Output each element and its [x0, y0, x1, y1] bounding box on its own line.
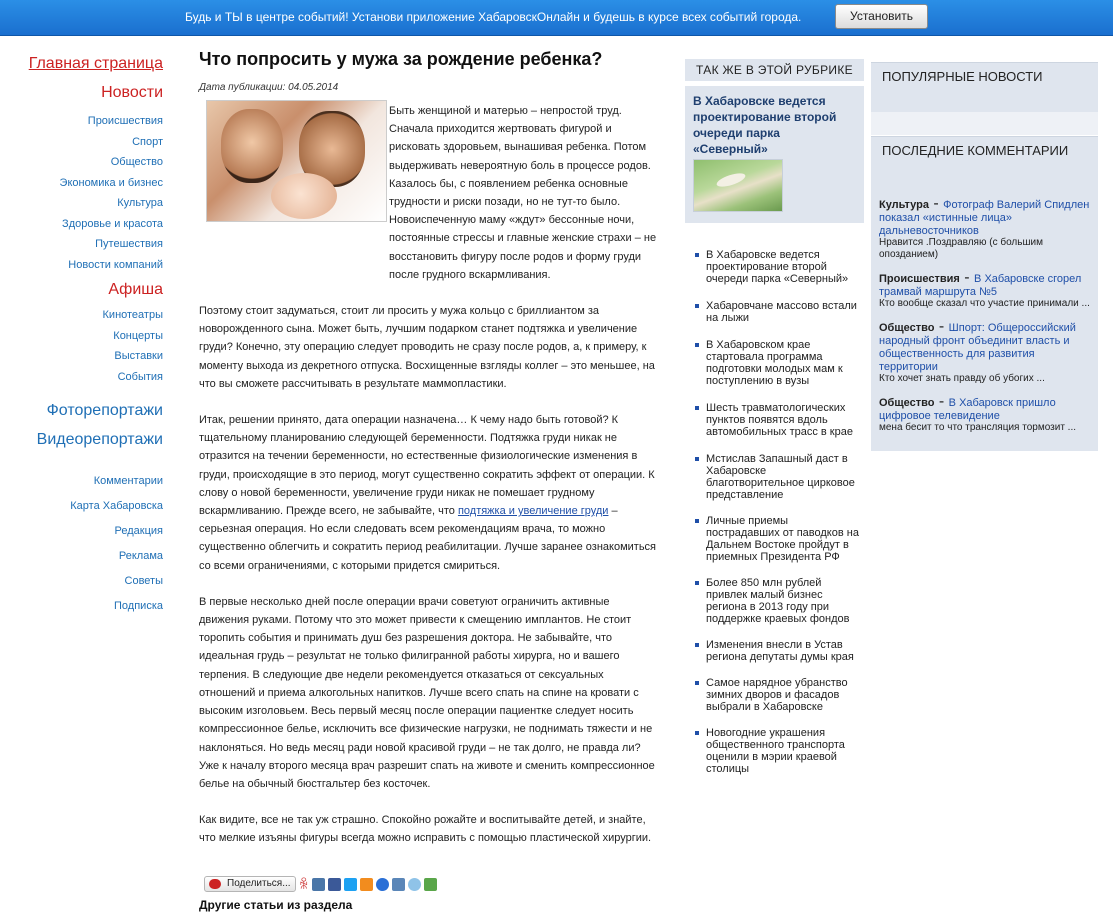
- nav-news-companies[interactable]: Новости компаний: [68, 258, 163, 271]
- comment-item: Общество - В Хабаровск пришло цифровое телевидение мена бесит то что трансляция тормозит ...: [879, 396, 1090, 434]
- list-item[interactable]: Личные приемы пострадавших от паводков на Дальнем Востоке пройдут в приемных Президента РФ: [695, 515, 860, 563]
- article-paragraph-2: Поэтому стоит задуматься, стоит ли просить у мужа кольцо с бриллиантом за новорожденного сына. Может быть, лучшим подарком станет подтяжка и увеличение груди? Конечно, эту операцию следует проводить не сразу после родов, а, к примеру, к моменту выхода из декретного отпуска. Восхищенные взгляды коллег – это меньшее, на что вы сможете рассчитывать в результате маммопластики.: [199, 305, 655, 390]
- rubric-heading: ТАК ЖЕ В ЭТОЙ РУБРИКЕ: [685, 59, 864, 81]
- nav-tips[interactable]: Советы: [124, 575, 163, 587]
- nav-afisha-exhibitions[interactable]: Выставки: [114, 350, 163, 362]
- comment-category[interactable]: Происшествия: [879, 273, 960, 285]
- nav-news-economy[interactable]: Экономика и бизнес: [59, 176, 163, 189]
- article-paragraph-1: Быть женщиной и матерью – непростой труд. Сначала приходится жертвовать фигурой и рисковать здоровьем, вынашивая ребенка. Потом выдерживать невероятную боль в процессе родов. Казалось бы, с появлением ребенка основные трудности и риски позади, но не тут-то было. Новоиспеченную маму «ждут» бессонные ночи, постоянные стрессы и главные женские страхи – не восстановить фигуру после родов и форму груди после грудного вскармливания.: [389, 105, 657, 281]
- comment-category[interactable]: Общество: [879, 322, 935, 334]
- list-item[interactable]: В Хабаровске ведется проектирование второй очереди парка «Северный»: [695, 249, 860, 285]
- comment-item: Общество - Шпорт: Общероссийский народный фронт объединит власть и общественность для развития территории Кто хочет знать правду об убогих ...: [879, 321, 1090, 385]
- nav-afisha-cinema[interactable]: Кинотеатры: [102, 309, 163, 321]
- article: [199, 48, 661, 912]
- nav-news-health[interactable]: Здоровье и красота: [62, 217, 163, 230]
- nav-video-reports[interactable]: Видеорепортажи: [36, 431, 163, 448]
- install-button[interactable]: Установить: [835, 4, 928, 29]
- rubric-news-list: [695, 249, 860, 775]
- photo-baby: [271, 173, 337, 219]
- list-item[interactable]: Самое нарядное убранство зимних дворов и фасадов выбрали в Хабаровске: [695, 677, 860, 713]
- app-install-banner: [0, 0, 1113, 36]
- odnoklassniki-icon[interactable]: [360, 878, 373, 891]
- list-item[interactable]: Новогодние украшения общественного транспорта оценили в мэрии краевой столицы: [695, 727, 860, 775]
- right-sidebar: [871, 62, 1098, 451]
- livejournal-icon[interactable]: [392, 878, 405, 891]
- nav-news-travel[interactable]: Путешествия: [95, 238, 163, 250]
- nav-afisha-concerts[interactable]: Концерты: [113, 329, 163, 342]
- article-paragraph-5: Как видите, все не так уж страшно. Спокойно рожайте и воспитывайте детей, и знайте, что мелкие изъяны фигуры всегда можно исправить с помощью пластической хирургии.: [199, 814, 652, 845]
- comment-text: мена бесит то что трансляция тормозит ...: [879, 422, 1077, 433]
- article-paragraph-4: В первые несколько дней после операции врачи советуют ограничить активные движения руками. Потому что это может привести к смещению имплантов. Не стоит торопить события и принимать душ без разрешения доктора. Не забывайте, что идеальная грудь – результат не только филигранной работы хирурга, но и вашего терпения. В следующие две недели рекомендуется отказаться от сексуальных отношений и приема алкогольных напитков. Лучше всего спать на спине на кровати с высоким изголовьем. Весь первый месяц после операции пациентке следует носить компрессионное белье, исключить все физические нагрузки, не поднимать тяжести и не наклоняться. Но ведь месяц ради новой красивой груди – не так долго, не правда ли? Уже к началу второго месяца врач разрешит спать на животе и сменить компрессионное белье на обычный бюстгальтер без косточек.: [199, 595, 655, 790]
- twitter-icon[interactable]: [344, 878, 357, 891]
- liveinternet-icon[interactable]: [408, 878, 421, 891]
- nav-comments[interactable]: Комментарии: [93, 475, 163, 487]
- popular-news-heading: ПОПУЛЯРНЫЕ НОВОСТИ: [871, 62, 1098, 112]
- comment-item: Происшествия - В Хабаровске сгорел трамвай маршрута №5 Кто вообще сказал что участие принимали ...: [879, 269, 1090, 309]
- person-icon[interactable]: ꆜ: [298, 876, 309, 892]
- nav-news-society[interactable]: Общество: [110, 156, 163, 168]
- facebook-icon[interactable]: [328, 878, 341, 891]
- rubric-feature[interactable]: [685, 86, 864, 223]
- latest-comments-list: [871, 188, 1098, 451]
- nav-news-incidents[interactable]: Происшествия: [87, 115, 163, 127]
- nav-advertising[interactable]: Реклама: [118, 550, 163, 562]
- yandex-share-icon: [209, 879, 221, 889]
- nav-news-sport[interactable]: Спорт: [132, 135, 163, 148]
- share-button[interactable]: Поделиться...: [204, 876, 296, 892]
- google-plus-icon[interactable]: [424, 878, 437, 891]
- nav-editorial[interactable]: Редакция: [114, 525, 163, 537]
- rubric-feature-title[interactable]: В Хабаровске ведется проектирование второй очереди парка «Северный»: [693, 94, 837, 156]
- comment-text: Кто хочет знать правду об убогих ...: [879, 373, 1045, 384]
- list-item[interactable]: Шесть травматологических пунктов появятся вдоль автомобильных трасс в крае: [695, 402, 860, 438]
- list-item[interactable]: Мстислав Запашный даст в Хабаровске благотворительное цирковое представление: [695, 453, 860, 501]
- left-navigation: [0, 52, 163, 619]
- vk-icon[interactable]: [312, 878, 325, 891]
- comment-category[interactable]: Общество: [879, 397, 935, 409]
- rubric-feature-thumbnail[interactable]: [693, 159, 783, 212]
- comment-article-link[interactable]: В Хабаровск пришло цифровое телевидение: [879, 397, 1056, 422]
- article-title: Что попросить у мужа за рождение ребенка?: [199, 49, 603, 69]
- comment-text: Нравится .Поздравляю (с большим опозданием): [879, 237, 1043, 260]
- nav-main-page[interactable]: Главная страница: [28, 55, 163, 72]
- comment-article-link[interactable]: В Хабаровске сгорел трамвай маршрута №5: [879, 273, 1082, 298]
- nav-subscription[interactable]: Подписка: [114, 600, 163, 612]
- banner-text: Будь и ТЫ в центре событий! Установи приложение ХабаровскОнлайн и будешь в курсе всех событий города.: [185, 10, 802, 24]
- nav-afisha[interactable]: Афиша: [108, 281, 163, 298]
- list-item[interactable]: Хабаровчане массово встали на лыжи: [695, 300, 860, 324]
- list-item[interactable]: Более 850 млн рублей привлек малый бизнес региона в 2013 году при поддержке краевых фондов: [695, 577, 860, 625]
- nav-photo-reports[interactable]: Фоторепортажи: [46, 402, 163, 419]
- publication-date: Дата публикации: 04.05.2014: [199, 82, 339, 93]
- latest-comments-heading: ПОСЛЕДНИЕ КОММЕНТАРИИ: [871, 136, 1098, 188]
- surgery-link[interactable]: подтяжка и увеличение груди: [457, 505, 609, 518]
- comment-article-link[interactable]: Шпорт: Общероссийский народный фронт объединит власть и общественность для развития территории: [879, 322, 1076, 373]
- mail-icon[interactable]: [376, 878, 389, 891]
- comment-article-link[interactable]: Фотограф Валерий Спидлен показал «истинные лица» дальневосточников: [879, 199, 1090, 237]
- same-rubric-panel: [685, 59, 864, 223]
- comment-category[interactable]: Культура: [879, 199, 929, 211]
- share-bar: [204, 876, 437, 892]
- article-paragraph-3: Итак, решении принято, дата операции назначена… К чему надо быть готовой? К тщательному планированию следующей беременности. Подтяжка груди никак не отразится на течении беременности, но естественные физиологические изменения в груди, происходящие в это период, могут существенно сократить эффект от операции. К слову о новой беременности, увеличение груди никак не помешает грудному вскармливанию. Прежде всего, не забывайте, что подтяжка и увеличение груди – серьезная операция. Но если следовать всем рекомендациям врача, то можно существенно облегчить и сократить период реабилитации. Лучше заранее ознакомиться со всеми ограничениями, с которыми придется смириться.: [199, 414, 657, 572]
- list-item[interactable]: В Хабаровском крае стартовала программа подготовки молодых мам к поступлению в вузы: [695, 339, 860, 387]
- article-photo: [206, 100, 387, 222]
- nav-news[interactable]: Новости: [101, 84, 163, 101]
- comment-text: Кто вообще сказал что участие принимали ...: [879, 298, 1090, 309]
- nav-afisha-events[interactable]: События: [117, 370, 163, 383]
- list-item[interactable]: Изменения внесли в Устав региона депутаты думы края: [695, 639, 860, 663]
- other-articles-heading: Другие статьи из раздела: [199, 898, 353, 912]
- comment-item: Культура - Фотограф Валерий Спидлен показал «истинные лица» дальневосточников Нравится .Поздравляю (с большим опозданием): [879, 195, 1090, 260]
- photo-mother: [221, 109, 283, 183]
- nav-news-culture[interactable]: Культура: [117, 197, 163, 209]
- popular-news-list: [871, 112, 1098, 135]
- nav-city-map[interactable]: Карта Хабаровска: [70, 500, 163, 512]
